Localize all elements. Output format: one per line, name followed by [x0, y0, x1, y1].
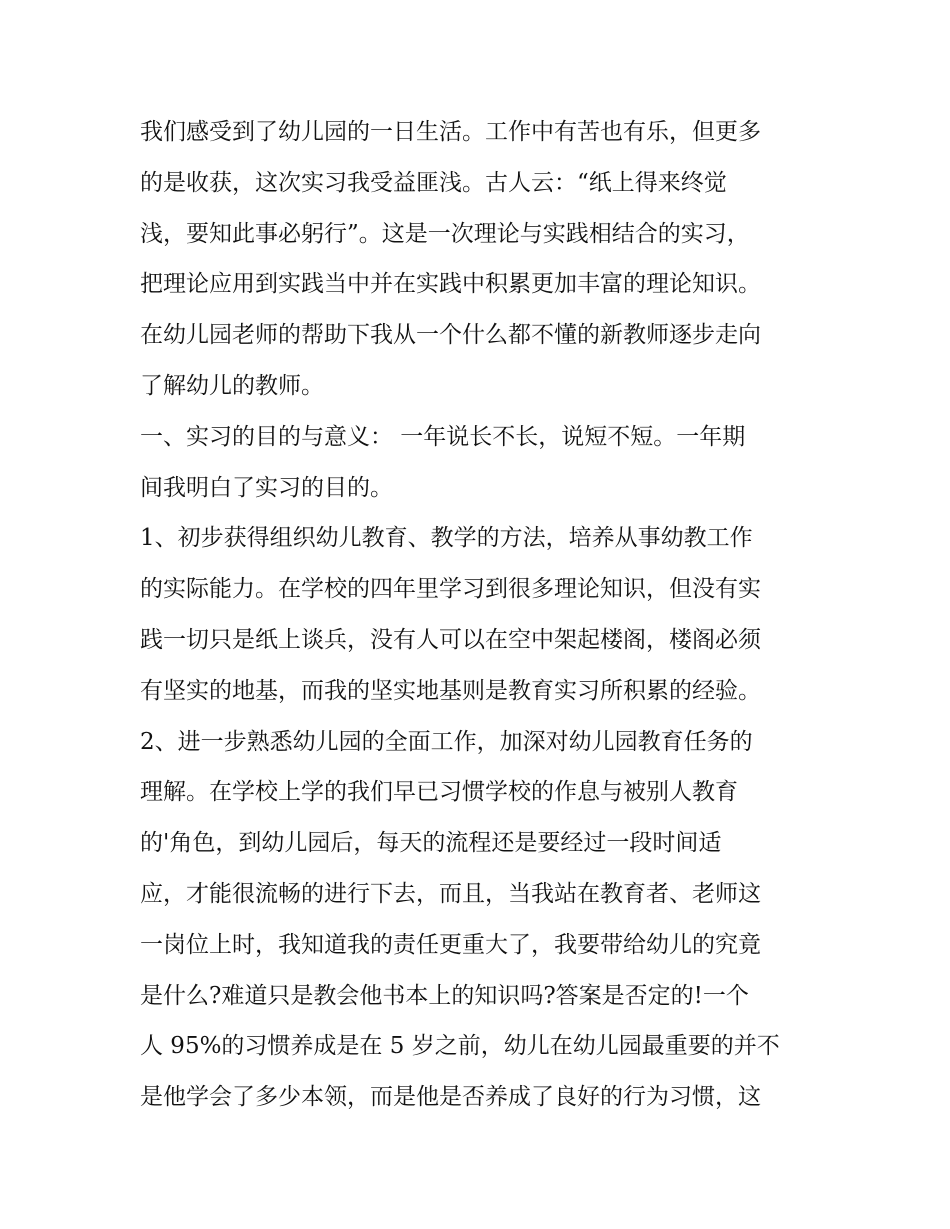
text-line: 是什么?难道只是教会他书本上的知识吗?答案是否定的!一个: [140, 982, 749, 1009]
text-line: 的是收获，这次实习我受益匪浅。古人云：“纸上得来终觉: [140, 169, 727, 196]
text-line: 的实际能力。在学校的四年里学习到很多理论知识，但没有实: [140, 576, 761, 603]
list-item-2-line: 2、进一步熟悉幼儿园的全面工作，加深对幼儿园教育任务的: [140, 728, 753, 755]
text-line: 理解。在学校上学的我们早已习惯学校的作息与被别人教育: [140, 779, 738, 806]
text-line: 是他学会了多少本领，而是他是否养成了良好的行为习惯，这: [140, 1084, 761, 1111]
text-line: 浅，要知此事必躬行”。这是一次理论与实践相结合的实习，: [140, 220, 750, 247]
body-text: [140, 107, 820, 1123]
text-line: 有坚实的地基，而我的坚实地基则是教育实习所积累的经验。: [140, 677, 761, 704]
text-line: 了解幼儿的教师。: [140, 372, 324, 399]
list-item-1-line: 1、初步获得组织幼儿教育、教学的方法，培养从事幼教工作: [140, 525, 753, 552]
text-line: 一岗位上时，我知道我的责任更重大了，我要带给幼儿的究竟: [140, 931, 761, 958]
text-line: 践一切只是纸上谈兵，没有人可以在空中架起楼阁，楼阁必须: [140, 626, 761, 653]
text-line: 间我明白了实习的目的。: [140, 474, 393, 501]
text-line: 把理论应用到实践当中并在实践中积累更加丰富的理论知识。: [140, 271, 761, 298]
text-line: 在幼儿园老师的帮助下我从一个什么都不懂的新教师逐步走向: [140, 322, 761, 349]
text-line: 人 95%的习惯养成是在 5 岁之前，幼儿在幼儿园最重要的并不: [140, 1033, 780, 1060]
text-line: 我们感受到了幼儿园的一日生活。工作中有苦也有乐，但更多: [140, 119, 761, 145]
section-heading-line: 一、实习的目的与意义： 一年说长不长，说短不短。一年期: [140, 423, 746, 450]
text-line: 应，才能很流畅的进行下去，而且，当我站在教育者、老师这: [140, 880, 761, 907]
text-line: 的'角色，到幼儿园后，每天的流程还是要经过一段时间适: [140, 830, 722, 857]
